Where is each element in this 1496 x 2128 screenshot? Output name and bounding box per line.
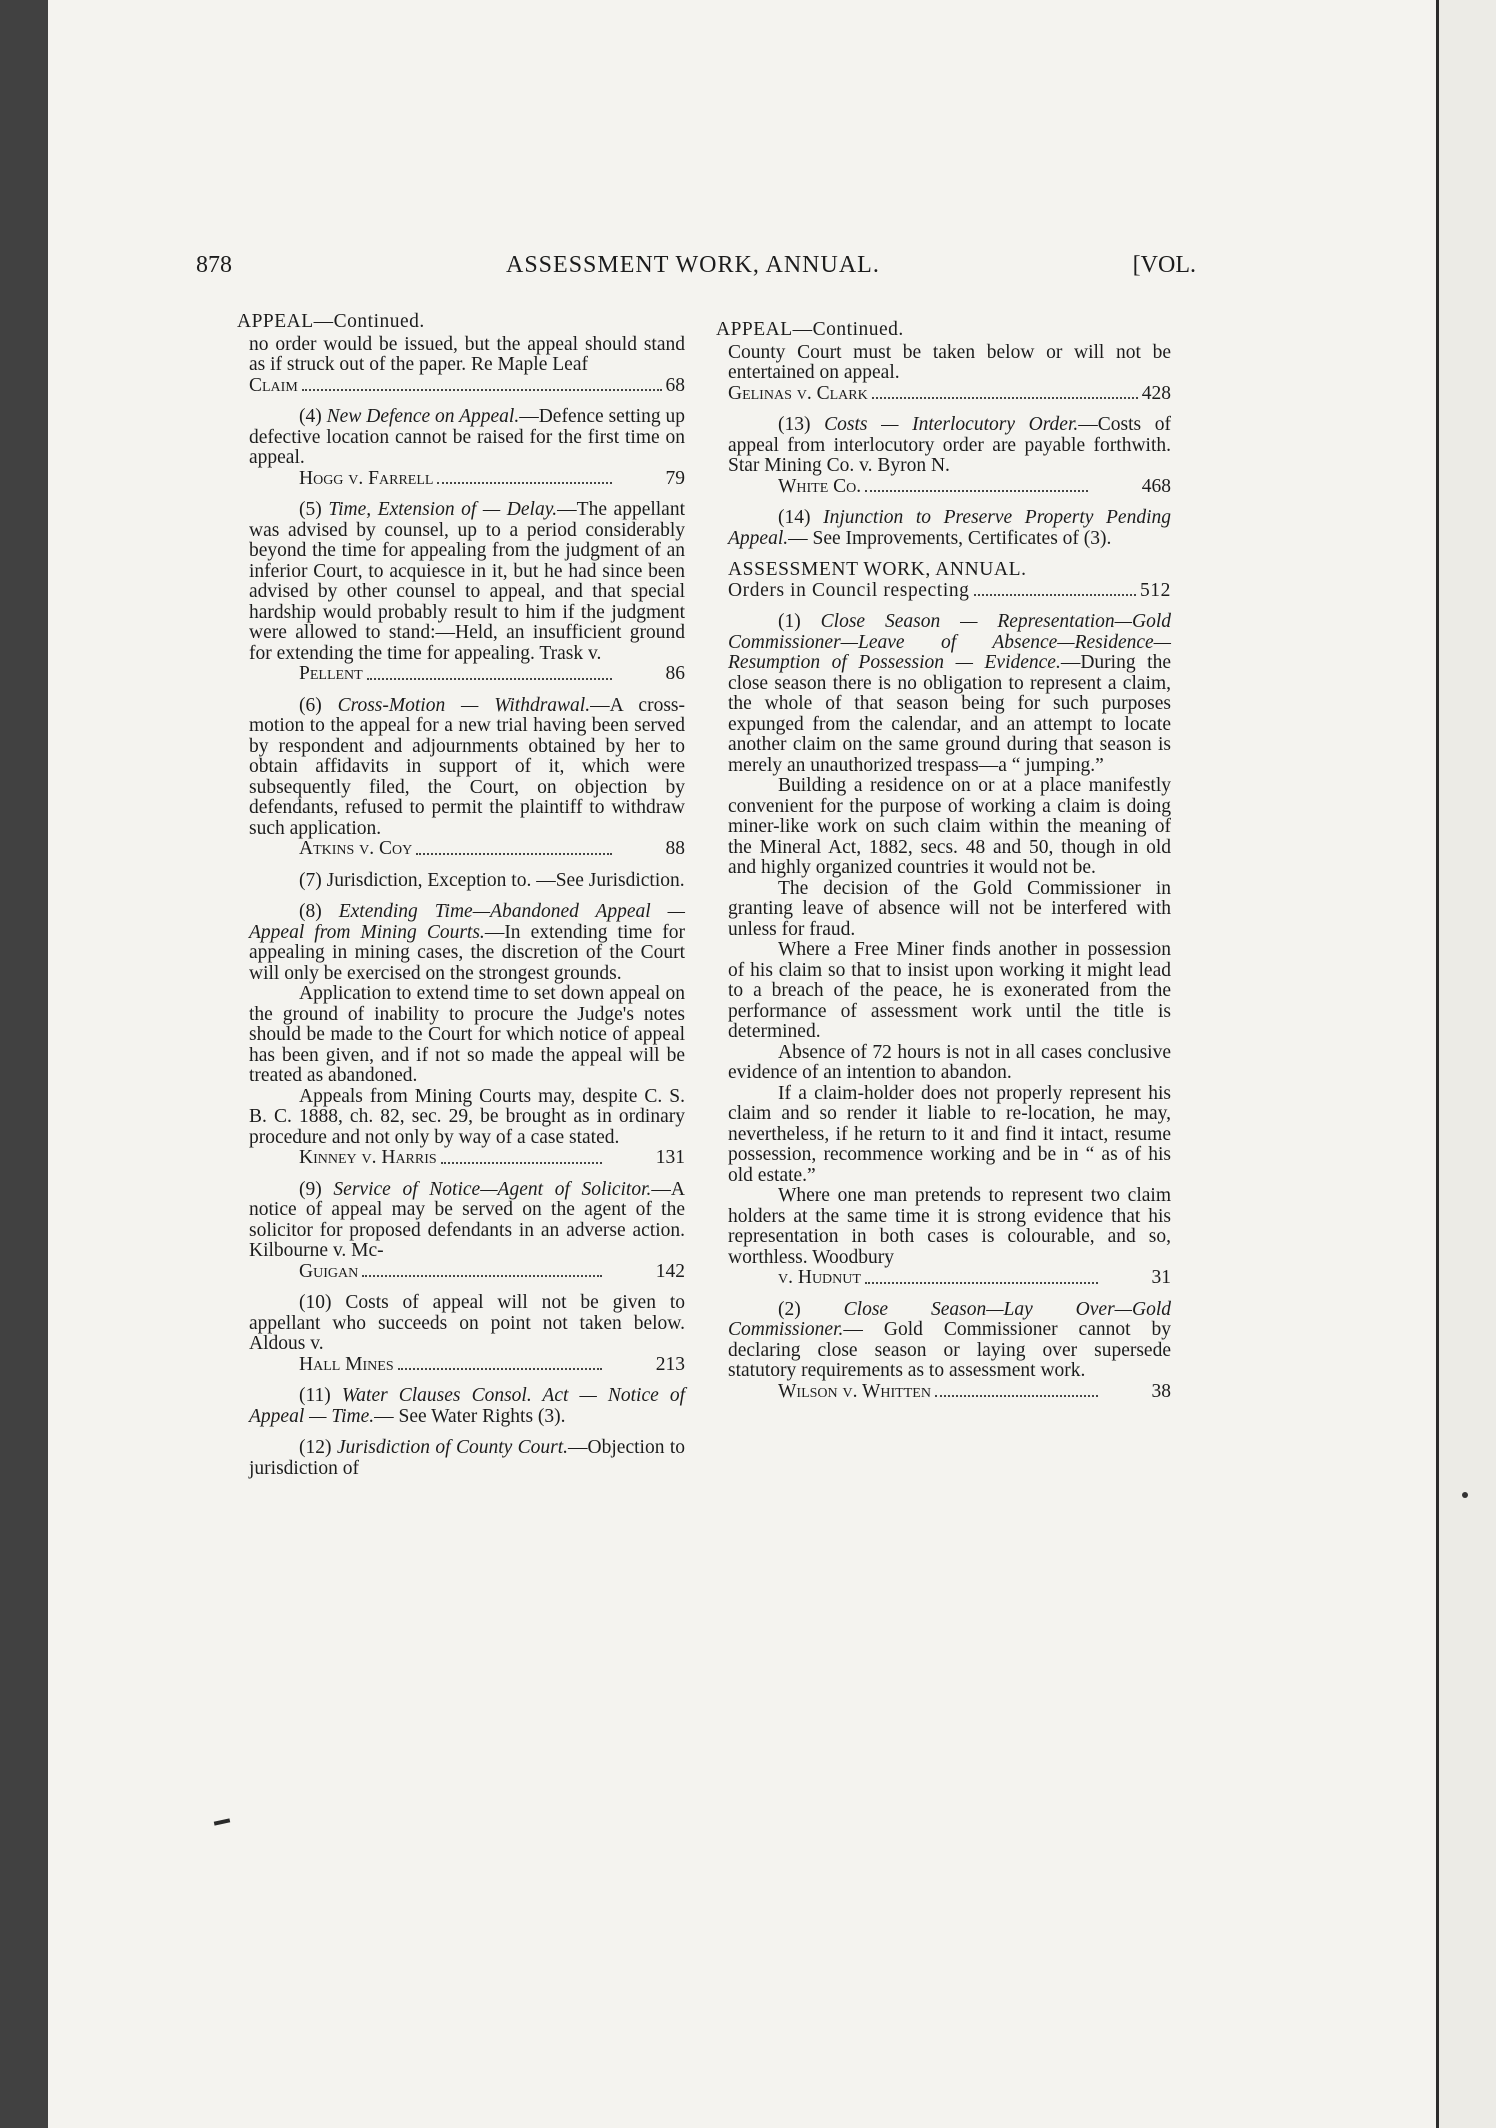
case-reference: Claim: [249, 374, 298, 396]
entry-paragraph: The decision of the Gold Commissioner in granting leave of absence will not be interfered with unless for fraud.: [728, 877, 1171, 940]
entry-paragraph: (11) Water Clauses Consol. Act — Notice of Appeal — Time.— See Water Rights (3).: [249, 1385, 685, 1427]
stray-dot: [1462, 1492, 1468, 1498]
page-reference: 131: [655, 1147, 685, 1168]
entry-paragraph: County Court must be taken below or will not be entertained on appeal. Gelinas v. Clark 428: [728, 341, 1171, 404]
entry-paragraph: (4) New Defence on Appeal.—Defence setting up defective location cannot be raised for the first time on appeal. Hogg v. Farrell 79: [249, 406, 685, 489]
page-reference: 428: [1141, 382, 1171, 404]
page-reference: 68: [665, 374, 685, 396]
entry-paragraph: (6) Cross-Motion — Withdrawal.—A cross-motion to the appeal for a new trial having been served by respondent and adjournments obtained by her to obtain affidavits in support of it, which were subsequently filed, the Court, on objection by defendants, refused to permit the plaintiff to withdraw such application. Atkins v. Coy 88: [249, 694, 685, 859]
entry-paragraph: (14) Injunction to Preserve Property Pending Appeal.— See Improvements, Certificates of (3).: [728, 507, 1171, 549]
case-reference: v. Hudnut: [778, 1267, 861, 1288]
entry-paragraph: Where a Free Miner finds another in possession of his claim so that to insist upon working it might lead to a breach of the peace, he is exonerated from the performance of assessment work until the title is determined.: [728, 939, 1171, 1042]
entry-paragraph: If a claim-holder does not properly represent his claim and so render it liable to re-location, he may, nevertheless, if he return to it and find it intact, resume possession, recommence working and be in “ as of his old estate.”: [728, 1082, 1171, 1186]
case-reference: White Co.: [778, 475, 862, 497]
page-reference: 38: [1151, 1380, 1171, 1402]
page-reference: 31: [1151, 1267, 1171, 1288]
entry-paragraph: Appeals from Mining Courts may, despite C. S. B. C. 1888, ch. 82, sec. 29, be brought as in ordinary procedure and not only by way of a case stated. Kinney v. Harris 131: [249, 1085, 685, 1168]
page-reference: 88: [665, 838, 685, 859]
page-reference: 468: [1141, 475, 1171, 497]
entry-paragraph: (12) Jurisdiction of County Court.—Objection to jurisdiction of: [249, 1437, 685, 1479]
entry-title: Close Season — Representation—Gold Commissioner—Leave of Absence—Residence—Resumption of Possession — Evidence.: [728, 611, 1172, 673]
index-entry-heading: ASSESSMENT WORK, ANNUAL. Orders in Council respecting 512: [728, 559, 1171, 601]
case-reference: Guigan: [299, 1260, 359, 1282]
scan-margin: [0, 0, 48, 2128]
entry-paragraph: no order would be issued, but the appeal should stand as if struck out of the paper. Re Maple Leaf Claim 68: [249, 333, 685, 396]
left-column: [237, 311, 686, 1479]
case-reference: Wilson v. Whitten: [778, 1380, 931, 1402]
case-reference: Pellent: [299, 663, 363, 684]
entry-paragraph: (9) Service of Notice—Agent of Solicitor.—A notice of appeal may be served on the agent of the solicitor for proposed defendants in an adverse action. Kilbourne v. Mc- Guigan 142: [249, 1178, 685, 1282]
page-reference: 512: [1139, 579, 1171, 601]
facing-page-edge: [1436, 0, 1496, 2128]
case-reference: Hall Mines: [299, 1353, 394, 1375]
entry-paragraph: (8) Extending Time—Abandoned Appeal — Appeal from Mining Courts.—In extending time for appealing in mining cases, the discretion of the Court will only be exercised on the strongest grounds.: [249, 901, 686, 984]
entry-paragraph: (7) Jurisdiction, Exception to. —See Jurisdiction.: [299, 869, 685, 891]
entry-title: Service of Notice—Agent of Solicitor.: [333, 1178, 652, 1200]
page-reference: 213: [655, 1353, 685, 1375]
entry-paragraph: (1) Close Season — Representation—Gold Commissioner—Leave of Absence—Residence—Resumption of Possession — Evidence.—During the close season there is no obligation to represent a claim, the whole of that season being for such purposes expunged from the calendar, and an attempt to locate another claim on the same ground during that season is merely an unauthorized trespass—a “ jumping.”: [728, 611, 1172, 776]
entry-title: Close Season—Lay Over—Gold Commissioner.: [728, 1298, 1171, 1340]
entry-title: Water Clauses Consol. Act — Notice of Appeal — Time.: [249, 1385, 685, 1427]
entry-paragraph: (13) Costs — Interlocutory Order.—Costs of appeal from interlocutory order are payable forthwith. Star Mining Co. v. Byron N. White Co. 468: [728, 414, 1172, 497]
entry-title: Jurisdiction of County Court.: [336, 1437, 569, 1458]
column-heading: APPEAL—Continued.: [716, 319, 904, 340]
entry-title: Injunction to Preserve Property Pending Appeal.: [728, 507, 1171, 549]
entry-title: New Defence on Appeal.: [326, 406, 520, 427]
page-number: 878: [196, 252, 232, 278]
running-head: [196, 252, 1196, 292]
case-reference: Kinney v. Harris: [299, 1147, 437, 1168]
entry-paragraph: Absence of 72 hours is not in all cases conclusive evidence of an intention to abandon.: [728, 1041, 1171, 1083]
volume-label: [VOL.: [1132, 252, 1196, 278]
entry-intro: Orders in Council respecting: [728, 579, 970, 601]
page-reference: 142: [655, 1260, 685, 1282]
case-reference: Atkins v. Coy: [299, 838, 413, 859]
entry-title: Extending Time—Abandoned Appeal — Appeal from Mining Courts.: [249, 901, 686, 943]
case-reference: Hogg v. Farrell: [299, 467, 434, 489]
page-title: ASSESSMENT WORK, ANNUAL.: [506, 252, 880, 278]
page-reference: 86: [665, 663, 685, 684]
entry-paragraph: (5) Time, Extension of — Delay.—The appellant was advised by counsel, up to a period considerably beyond the time for appealing from the judgment of an inferior Court, to acquiesce in it, but he had since been advised by other counsel to appeal, and that special hardship would probably result to him if the judgment were allowed to stand:—Held, an insufficient ground for extending the time for appealing. Trask v. Pellent 86: [249, 499, 686, 684]
column-heading: APPEAL—Continued.: [237, 311, 425, 332]
entry-paragraph: Where one man pretends to represent two claim holders at the same time it is strong evidence that his representation in both cases is colourable, and so, worthless. Woodbury v. Hudnut 31: [728, 1185, 1171, 1288]
entry-title: Time, Extension of — Delay.: [328, 499, 558, 520]
entry-paragraph: (10) Costs of appeal will not be given to appellant who succeeds on point not taken below. Aldous v. Hall Mines 213: [249, 1292, 685, 1375]
entry-title: Costs — Interlocutory Order.: [824, 414, 1079, 435]
case-reference: Gelinas v. Clark: [728, 382, 868, 404]
entry-paragraph: Building a residence on or at a place manifestly convenient for the purpose of working a claim is doing miner-like work on such claim within the meaning of the Mineral Act, 1882, secs. 48 and 50, though in old and highly organized countries it would not be.: [728, 775, 1171, 878]
page-reference: 79: [665, 467, 685, 489]
entry-title: Cross-Motion — Withdrawal.: [337, 694, 591, 716]
entry-paragraph: (2) Close Season—Lay Over—Gold Commissioner.— Gold Commissioner cannot by declaring close season or laying over supersede statutory requirements as to assessment work. Wilson v. Whitten 38: [728, 1298, 1171, 1402]
entry-paragraph: Application to extend time to set down appeal on the ground of inability to procure the Judge's notes should be made to the Court for which notice of appeal has been given, and if not so made the appeal will be treated as abandoned.: [249, 983, 685, 1086]
right-column: [716, 319, 1172, 1402]
